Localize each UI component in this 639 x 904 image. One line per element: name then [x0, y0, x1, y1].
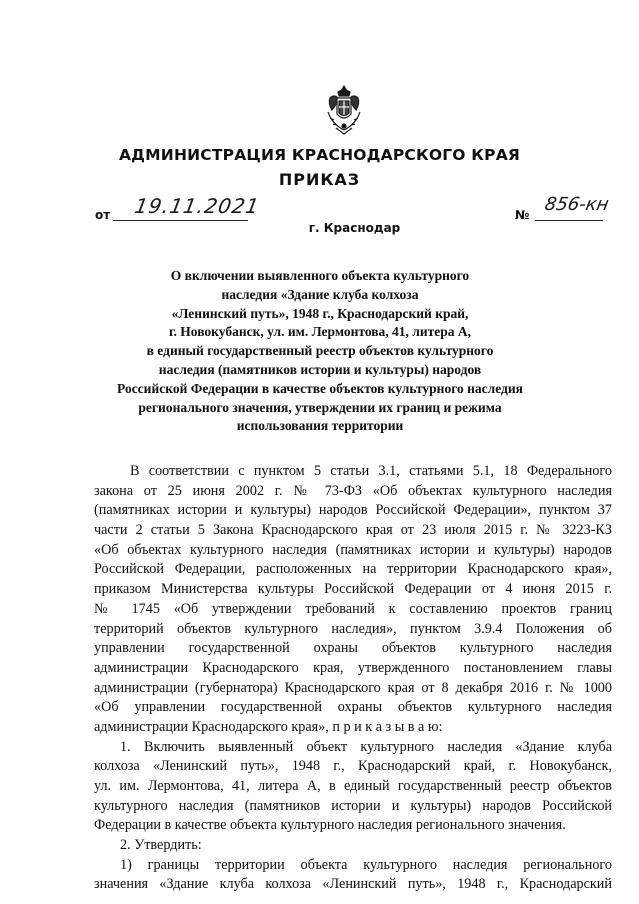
body-line: № 1745 «Об утверждении требований к составлению проектов границ [94, 600, 612, 617]
body-line: 1) границы территории объекта культурного наследия регионального [120, 856, 612, 873]
date-label: от [95, 208, 111, 222]
body-line: администрации (губернатора) Краснодарского края от 8 декабря 2016 г. № 1000 [94, 679, 612, 696]
subject-line: Российской Федерации в качестве объектов культурного наследия [117, 380, 523, 396]
body-line: колхоза «Ленинский путь», 1948 г., Краснодарский край, г. Новокубанск, [94, 758, 612, 775]
subject-line: наследия «Здание клуба колхоза [221, 286, 419, 302]
body-line: администрации Краснодарского края, утвержденного постановлением главы [94, 659, 612, 676]
document-type: ПРИКАЗ [278, 170, 361, 189]
body-line: «Об управлении государственной охраны объектов культурного наследия [94, 699, 612, 716]
body-line: части 2 статьи 5 Закона Краснодарского края от 23 июля 2015 г. № 3223-КЗ [94, 522, 612, 539]
subject-line: в единый государственный реестр объектов культурного [146, 343, 494, 359]
body-line: 2. Утвердить: [120, 837, 202, 854]
subject-line: г. Новокубанск, ул. им. Лермонтова, 41, литера А, [168, 324, 472, 340]
body-line: (памятниках истории и культуры) народов Российской Федерации», пунктом 37 [94, 502, 612, 519]
subject-line: наследия (памятников истории и культуры) народов [158, 361, 482, 377]
body-line: Федерации в качестве объекта культурного наследия регионального значения. [94, 817, 566, 834]
body-line: 1. Включить выявленный объект культурного наследия «Здание клуба [120, 738, 612, 755]
body-line: ул. им. Лермонтова, 41, литера А, в единый государственный реестр объектов [94, 778, 612, 794]
subject-line: О включении выявленного объекта культурного [170, 268, 470, 283]
handwritten-date: 19.11.2021 [132, 194, 262, 218]
number-label: № [515, 208, 530, 222]
body-line: культурного наследия (памятников истории и культуры) народов Российской [94, 797, 612, 814]
city-label: г. Краснодар [308, 221, 401, 235]
body-line: территорий объектов культурного наследия», пунктом 3.9.4 Положения об [94, 620, 612, 637]
subject-line: «Ленинский путь», 1948 г., Краснодарский край, [171, 305, 469, 321]
body-line: закона от 25 июня 2002 г. № 73-ФЗ «Об объектах культурного наследия [94, 482, 612, 499]
order-body [94, 462, 612, 895]
body-line: значения «Здание клуба колхоза «Ленинский путь», 1948 г., Краснодарский [94, 876, 612, 893]
body-line: управлении государственной охраны объектов культурного наследия [94, 640, 612, 657]
coat-of-arms-emblem [324, 84, 364, 136]
handwritten-number: 856-кн [543, 194, 611, 215]
body-line: Российской Федерации, расположенных на территории Краснодарского края», [94, 561, 612, 578]
date-number-row [95, 194, 615, 224]
body-line: В соответствии с пунктом 5 статьи 3.1, статьями 5.1, 18 Федерального [130, 463, 612, 479]
administration-title: АДМИНИСТРАЦИЯ КРАСНОДАРСКОГО КРАЯ [118, 146, 521, 164]
body-line: администрации Краснодарского края», п р и к а з ы в а ю: [94, 718, 443, 735]
subject-line: регионального значения, утверждении их границ и режима [138, 399, 502, 415]
subject-line: использования территории [236, 418, 404, 434]
order-subject [90, 267, 550, 436]
body-line: приказом Министерства культуры Российской Федерации от 4 июня 2015 г. [94, 581, 612, 598]
body-line: «Об объектах культурного наследия (памятниках истории и культуры) народов [94, 541, 612, 558]
